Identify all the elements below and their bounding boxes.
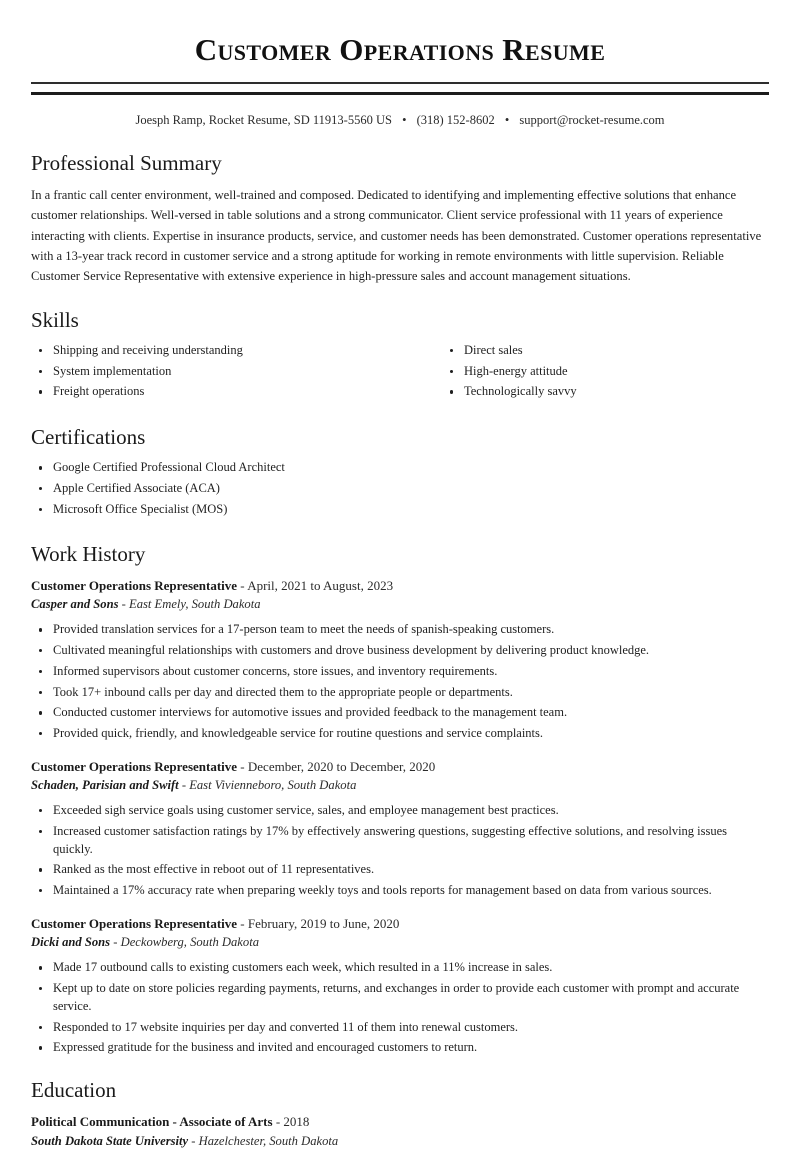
list-item: Apple Certified Associate (ACA) — [31, 480, 769, 498]
list-item: Conducted customer interviews for automotive issues and provided feedback to the management team. — [31, 704, 769, 722]
work-history-entry — [31, 757, 769, 900]
job-title-dash: - — [240, 577, 245, 593]
work-history-entry — [31, 914, 769, 1057]
list-item: Kept up to date on store policies regarding payments, returns, and exchanges in order to provide each customer with prompt and accurate service. — [31, 980, 769, 1016]
education-year: 2018 — [283, 1114, 310, 1130]
list-item: Ranked as the most effective in reboot out of 11 representatives. — [31, 861, 769, 879]
education-location: Hazelchester, South Dakota — [198, 1133, 339, 1148]
list-item: Freight operations — [31, 383, 400, 401]
contact-separator-1: • — [402, 112, 407, 127]
list-item: Google Certified Professional Cloud Architect — [31, 459, 769, 477]
header-divider — [31, 82, 769, 95]
job-company-dash: - — [181, 778, 187, 793]
skills-grid — [31, 342, 769, 404]
education-school-line — [31, 1132, 769, 1151]
list-item: Cultivated meaningful relationships with customers and drove business development by delivering product knowledge. — [31, 642, 769, 660]
job-title: Customer Operations Representative — [31, 758, 238, 774]
contact-separator-2: • — [504, 112, 510, 127]
certifications-list — [31, 459, 769, 518]
list-item: Made 17 outbound calls to existing customers each week, which resulted in a 11% increase in sales. — [31, 959, 769, 977]
job-title-dash: - — [240, 758, 245, 774]
job-company-line — [31, 595, 769, 614]
job-title-line — [31, 757, 769, 777]
job-location: Deckowberg, South Dakota — [120, 935, 259, 950]
section-professional-summary — [31, 150, 769, 287]
job-company-dash: - — [113, 935, 118, 950]
section-heading-certifications: Certifications — [31, 425, 146, 450]
work-history-entry — [31, 576, 769, 743]
education-degree: Political Communication - Associate of Arts — [31, 1114, 273, 1130]
section-certifications — [31, 424, 769, 519]
job-title: Customer Operations Representative — [31, 577, 238, 593]
list-item: Informed supervisors about customer concerns, store issues, and inventory requirements. — [31, 663, 769, 681]
list-item: Technologically savvy — [442, 383, 769, 401]
section-heading-work-history: Work History — [31, 541, 146, 566]
job-bullets — [31, 621, 769, 743]
list-item: High-energy attitude — [442, 363, 769, 381]
job-company: Casper and Sons — [31, 597, 119, 612]
job-title-line — [31, 576, 769, 596]
list-item: Responded to 17 website inquiries per day and converted 11 of them into renewal customers. — [31, 1019, 769, 1037]
job-dates: April, 2021 to August, 2023 — [247, 577, 394, 593]
list-item: Provided quick, friendly, and knowledgeable service for routine questions and service complaints. — [31, 725, 769, 743]
education-school: South Dakota State University — [31, 1133, 189, 1148]
list-item: System implementation — [31, 363, 400, 381]
list-item: Took 17+ inbound calls per day and directed them to the appropriate people or departments. — [31, 684, 769, 702]
job-company-line — [31, 933, 769, 952]
list-item: Microsoft Office Specialist (MOS) — [31, 501, 769, 519]
contact-email[interactable]: support@rocket-resume.com — [519, 112, 665, 127]
list-item: Expressed gratitude for the business and invited and encouraged customers to return. — [31, 1039, 769, 1057]
section-work-history — [31, 541, 769, 1057]
section-education — [31, 1077, 769, 1169]
job-company: Schaden, Parisian and Swift — [31, 778, 179, 793]
section-skills — [31, 307, 769, 405]
job-location: East Vivienneboro, South Dakota — [189, 778, 357, 793]
contact-phone[interactable]: (318) 152-8602 — [416, 112, 495, 127]
job-dates: December, 2020 to December, 2020 — [247, 758, 436, 774]
contact-line — [31, 111, 769, 130]
education-school-dash: - — [191, 1133, 196, 1148]
job-title-dash: - — [240, 915, 245, 931]
page-title: Customer Operations Resume — [194, 32, 606, 67]
job-bullets — [31, 802, 769, 900]
list-item: Provided translation services for a 17-person team to meet the needs of spanish-speaking customers. — [31, 621, 769, 639]
job-company: Dicki and Sons — [31, 935, 111, 950]
skills-column-left — [31, 342, 400, 404]
job-bullets — [31, 959, 769, 1057]
list-item: Direct sales — [442, 342, 769, 360]
skills-column-right — [400, 342, 769, 404]
job-company-line — [31, 776, 769, 795]
job-title-line — [31, 914, 769, 934]
education-entry — [31, 1112, 769, 1150]
list-item: Maintained a 17% accuracy rate when preparing weekly toys and tools reports for management based on data from various sources. — [31, 882, 769, 900]
job-location: East Emely, South Dakota — [129, 597, 261, 612]
job-company-dash: - — [121, 597, 126, 612]
list-item: Shipping and receiving understanding — [31, 342, 400, 360]
section-heading-education: Education — [31, 1078, 117, 1103]
professional-summary-text: In a frantic call center environment, well-trained and composed. Dedicated to identifying and implementing effective solutions that enhance customer relationships. Well-versed in table solutions and a strong communicator. Client service professional with 11 years of experience interacting with clients. Expertise in insurance products, service, and customer needs has been demonstrated. Customer operations representative with a 13-year track record in customer service and a strong aptitude for working in remote environments with little supervision. Reliable Customer Service Representative with extensive experience in high-pressure sales and account management situations. — [31, 187, 762, 284]
education-degree-dash: - — [275, 1114, 281, 1130]
contact-name-address: Joesph Ramp, Rocket Resume, SD 11913-5560 US — [135, 112, 392, 127]
section-heading-skills: Skills — [31, 307, 79, 332]
education-degree-line — [31, 1112, 769, 1132]
list-item: Increased customer satisfaction ratings by 17% by effectively answering questions, suggesting effective solutions, and resolving issues quickly. — [31, 823, 769, 859]
section-heading-professional-summary: Professional Summary — [31, 150, 222, 175]
job-dates: February, 2019 to June, 2020 — [247, 915, 400, 931]
list-item: Exceeded sigh service goals using customer service, sales, and employee management best practices. — [31, 802, 769, 820]
job-title: Customer Operations Representative — [31, 915, 238, 931]
